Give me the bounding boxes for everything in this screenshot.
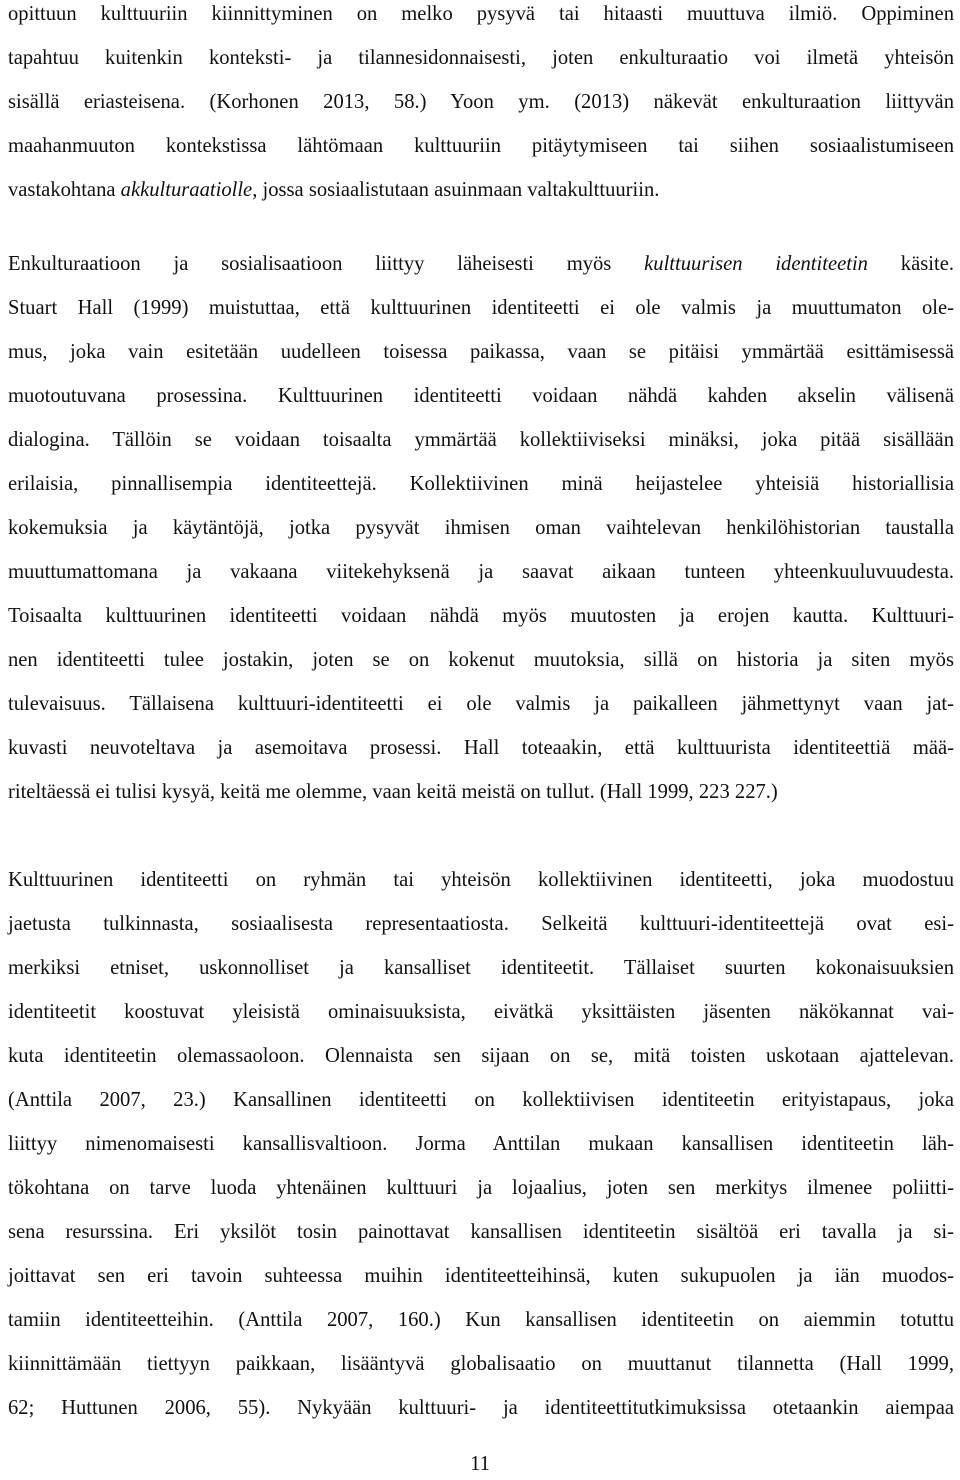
text-line: maahanmuuton kontekstissa lähtömaan kulttuuriin pitäytymiseen tai siihen sosiaalistumiseen	[8, 135, 954, 157]
text-line: tökohtana on tarve luoda yhtenäinen kulttuuri ja lojaalius, joten sen merkitys ilmenee poliitti-	[8, 1177, 954, 1199]
text-line: dialogina. Tällöin se voidaan toisaalta ymmärtää kollektiiviseksi minäksi, joka pitää sisällään	[8, 429, 954, 451]
text-line: sena resurssina. Eri yksilöt tosin painottavat kansallisen identiteetin sisältöä eri tavalla ja si-	[8, 1221, 954, 1243]
text-line: tamiin identiteetteihin. (Anttila 2007, 160.) Kun kansallisen identiteetin on aiemmin totuttu	[8, 1309, 954, 1331]
text-line: identiteetit koostuvat yleisistä ominaisuuksista, eivätkä yksittäisten jäsenten näkökannat vai-	[8, 1001, 954, 1023]
italic-term: kulttuurisen identiteetin	[644, 253, 868, 275]
text-line: tulevaisuus. Tällaisena kulttuuri-identiteetti ei ole valmis ja paikalleen jähmettynyt vaan jat-	[8, 693, 954, 715]
text-line: (Anttila 2007, 23.) Kansallinen identiteetti on kollektiivisen identiteetin erityistapaus, joka	[8, 1089, 954, 1111]
text-line: 62; Huttunen 2006, 55). Nykyään kulttuuri- ja identiteettitutkimuksissa otetaankin aiempaa	[8, 1397, 954, 1419]
paragraph-cultural-identity	[8, 242, 954, 814]
text-line: Toisaalta kulttuurinen identiteetti voidaan nähdä myös muutosten ja erojen kautta. Kulttuuri-	[8, 605, 954, 627]
text-line: Kulttuurinen identiteetti on ryhmän tai yhteisön kollektiivinen identiteetti, joka muodostuu	[8, 869, 954, 891]
text-line: opittuun kulttuuriin kiinnittyminen on melko pysyvä tai hitaasti muuttuva ilmiö. Oppiminen	[8, 3, 954, 25]
page-number: 11	[470, 1453, 490, 1475]
text-line: vastakohtana akkulturaatiolle, jossa sosiaalistutaan asuinmaan valtakulttuuriin.	[8, 179, 660, 201]
text-line: riteltäessä ei tulisi kysyä, keitä me olemme, vaan keitä meistä on tullut. (Hall 1999, 223 227.)	[8, 781, 778, 803]
text-line: muuttumattomana ja vakaana viitekehyksenä ja saavat aikaan tunteen yhteenkuuluvuudesta.	[8, 561, 954, 583]
text-line: liittyy nimenomaisesti kansallisvaltioon. Jorma Anttilan mukaan kansallisen identiteetin läh-	[8, 1133, 954, 1155]
text-line: nen identiteetti tulee jostakin, joten se on kokenut muutoksia, sillä on historia ja siten myös	[8, 649, 954, 671]
text-line: Stuart Hall (1999) muistuttaa, että kulttuurinen identiteetti ei ole valmis ja muuttumaton ole-	[8, 297, 954, 319]
text-line: Enkulturaatioon ja sosialisaatioon liittyy läheisesti myös kulttuurisen identiteetin käsite.	[8, 253, 954, 275]
text-line: joittavat sen eri tavoin suhteessa muihin identiteetteihinsä, kuten sukupuolen ja iän muodos-	[8, 1265, 954, 1287]
text-line: kuta identiteetin olemassaoloon. Olennaista sen sijaan on se, mitä toisten uskotaan ajattelevan.	[8, 1045, 954, 1067]
text-line: sisällä eriasteisena. (Korhonen 2013, 58.) Yoon ym. (2013) näkevät enkulturaation liittyvän	[8, 91, 954, 113]
text-line: kokemuksia ja käytäntöjä, jotka pysyvät ihmisen oman vaihtelevan henkilöhistorian taustalla	[8, 517, 954, 539]
paragraph-enculturation	[8, 0, 954, 212]
text-line: kiinnittämään tiettyyn paikkaan, lisääntyvä globalisaatio on muuttanut tilannetta (Hall 1999,	[8, 1353, 954, 1375]
italic-term: akkulturaatiolle	[120, 179, 253, 201]
paragraph-national-identity	[8, 858, 954, 1430]
text-line: mus, joka vain esitetään uudelleen toisessa paikassa, vaan se pitäisi ymmärtää esittämisessä	[8, 341, 954, 363]
text-line: jaetusta tulkinnasta, sosiaalisesta representaatiosta. Selkeitä kulttuuri-identiteettejä ovat esi-	[8, 913, 954, 935]
text-line: erilaisia, pinnallisempia identiteettejä. Kollektiivinen minä heijastelee yhteisiä historiallisia	[8, 473, 954, 495]
text-line: muotoutuvana prosessina. Kulttuurinen identiteetti voidaan nähdä kahden akselin välisenä	[8, 385, 954, 407]
text-line: merkiksi etniset, uskonnolliset ja kansalliset identiteetit. Tällaiset suurten kokonaisuuksien	[8, 957, 954, 979]
text-line: kuvasti neuvoteltava ja asemoitava prosessi. Hall toteaakin, että kulttuurista identiteettiä mää-	[8, 737, 954, 759]
text-line: tapahtuu kuitenkin konteksti- ja tilannesidonnaisesti, joten enkulturaatio voi ilmetä yhteisön	[8, 47, 954, 69]
